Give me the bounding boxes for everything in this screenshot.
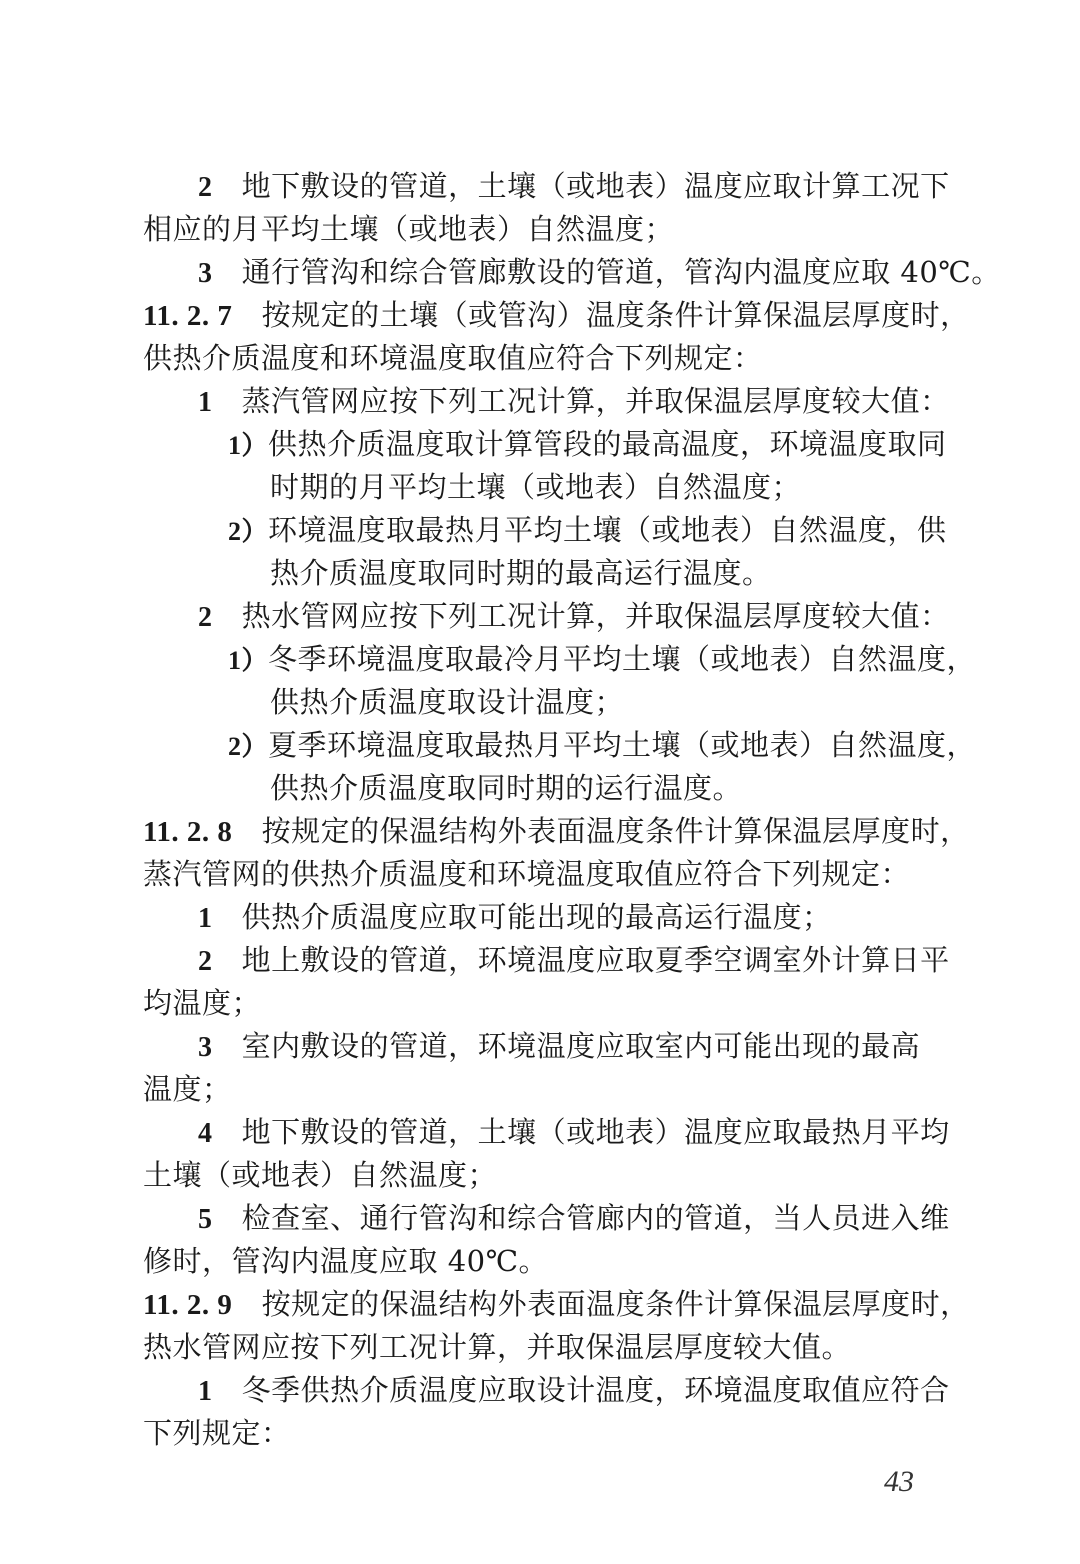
item-text: 检查室、通行管沟和综合管廊内的管道，当人员进入维	[241, 1201, 950, 1235]
item-number: 5	[198, 1204, 213, 1235]
item-text: 蒸汽管网应按下列工况计算，并取保温层厚度较大值：	[241, 384, 950, 418]
continuation-line	[143, 854, 910, 894]
item-text: 下列规定：	[143, 1416, 291, 1450]
item-text: 修时，管沟内温度应取 40℃。	[143, 1244, 549, 1278]
sub-item-number: 1）	[228, 646, 269, 675]
item-number: 2	[198, 172, 213, 203]
clause-number: 11. 2. 7	[143, 300, 233, 332]
item-text: 热介质温度取同时期的最高运行温度。	[270, 556, 772, 590]
continuation-line	[143, 1241, 548, 1281]
list-item-line	[198, 596, 950, 636]
page-number: 43	[884, 1465, 914, 1498]
continuation-line	[143, 1327, 851, 1367]
list-item-line	[198, 897, 832, 937]
item-text: 环境温度取最热月平均土壤（或地表）自然温度，供	[268, 513, 947, 547]
item-number: 3	[198, 258, 213, 289]
list-item-line	[198, 1112, 950, 1152]
continuation-line	[143, 209, 674, 249]
list-item-line	[198, 166, 950, 206]
list-item-line	[198, 381, 950, 421]
clause-heading-line	[143, 295, 970, 335]
list-item-line	[198, 252, 1001, 292]
sub-item-line	[228, 424, 947, 464]
item-text: 供热介质温度取同时期的运行温度。	[270, 771, 743, 805]
clause-text: 按规定的土壤（或管沟）温度条件计算保温层厚度时，	[261, 298, 970, 332]
item-text: 地下敷设的管道，土壤（或地表）温度应取计算工况下	[241, 169, 950, 203]
continuation-line	[270, 682, 624, 722]
clause-text: 按规定的保温结构外表面温度条件计算保温层厚度时，	[261, 814, 970, 848]
continuation-line	[143, 983, 261, 1023]
sub-item-line	[228, 725, 976, 765]
continuation-line	[143, 1155, 497, 1195]
item-number: 4	[198, 1118, 213, 1149]
continuation-line	[143, 338, 763, 378]
continuation-line	[143, 1069, 232, 1109]
clause-number: 11. 2. 9	[143, 1289, 233, 1321]
item-text: 均温度；	[143, 986, 262, 1020]
sub-item-line	[228, 639, 976, 679]
sub-item-line	[228, 510, 947, 550]
item-text: 温度；	[143, 1072, 232, 1106]
item-text: 夏季环境温度取最热月平均土壤（或地表）自然温度，	[268, 728, 977, 762]
item-text: 室内敷设的管道，环境温度应取室内可能出现的最高	[241, 1029, 921, 1063]
item-text: 冬季环境温度取最冷月平均土壤（或地表）自然温度，	[268, 642, 977, 676]
clause-heading-line	[143, 1284, 970, 1324]
item-number: 2	[198, 602, 213, 633]
continuation-line	[270, 467, 801, 507]
list-item-line	[198, 1370, 950, 1410]
item-text: 供热介质温度应取可能出现的最高运行温度；	[241, 900, 832, 934]
item-text: 供热介质温度和环境温度取值应符合下列规定：	[143, 341, 763, 375]
clause-number: 11. 2. 8	[143, 816, 233, 848]
item-text: 热水管网应按下列工况计算，并取保温层厚度较大值：	[241, 599, 950, 633]
list-item-line	[198, 1026, 920, 1066]
item-number: 3	[198, 1032, 213, 1063]
list-item-line	[198, 1198, 950, 1238]
item-text: 地下敷设的管道，土壤（或地表）温度应取最热月平均	[241, 1115, 950, 1149]
item-number: 1	[198, 903, 213, 934]
continuation-line	[143, 1413, 291, 1453]
continuation-line	[270, 768, 742, 808]
item-text: 时期的月平均土壤（或地表）自然温度；	[270, 470, 802, 504]
item-text: 蒸汽管网的供热介质温度和环境温度取值应符合下列规定：	[143, 857, 911, 891]
item-text: 供热介质温度取设计温度；	[270, 685, 625, 719]
item-text: 冬季供热介质温度应取设计温度，环境温度取值应符合	[241, 1373, 950, 1407]
clause-heading-line	[143, 811, 970, 851]
item-number: 1	[198, 1376, 213, 1407]
continuation-line	[270, 553, 772, 593]
list-item-line	[198, 940, 950, 980]
item-text: 供热介质温度取计算管段的最高温度，环境温度取同	[268, 427, 947, 461]
sub-item-number: 1）	[228, 431, 269, 460]
item-text: 热水管网应按下列工况计算，并取保温层厚度较大值。	[143, 1330, 852, 1364]
item-number: 1	[198, 387, 213, 418]
sub-item-number: 2）	[228, 732, 269, 761]
sub-item-number: 2）	[228, 517, 269, 546]
item-text: 相应的月平均土壤（或地表）自然温度；	[143, 212, 675, 246]
item-number: 2	[198, 946, 213, 977]
clause-text: 按规定的保温结构外表面温度条件计算保温层厚度时，	[261, 1287, 970, 1321]
item-text: 通行管沟和综合管廊敷设的管道，管沟内温度应取 40℃。	[241, 255, 1001, 289]
item-text: 土壤（或地表）自然温度；	[143, 1158, 498, 1192]
item-text: 地上敷设的管道，环境温度应取夏季空调室外计算日平	[241, 943, 950, 977]
